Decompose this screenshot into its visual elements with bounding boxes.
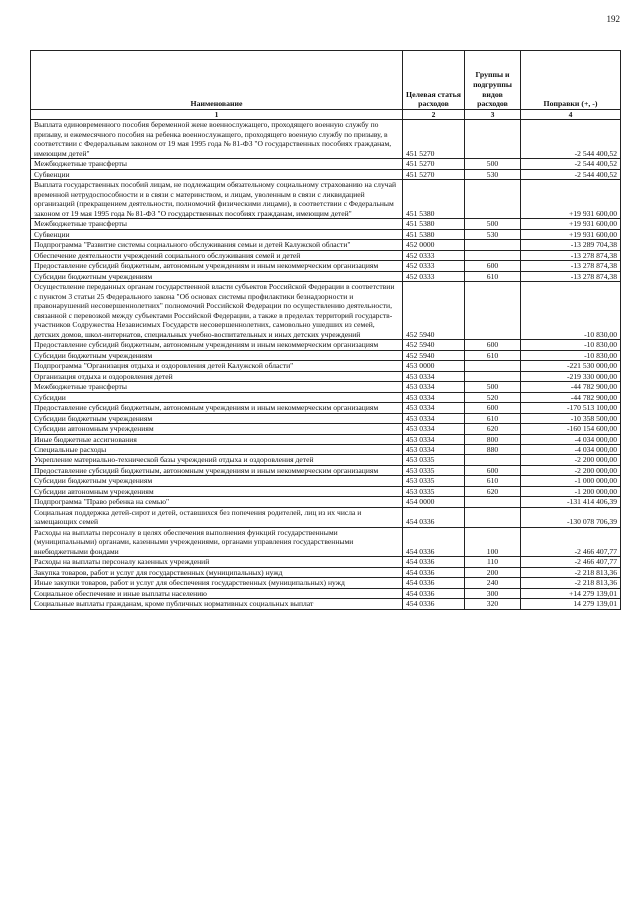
row-article: 454 0000 (403, 497, 465, 507)
row-group: 500 (465, 159, 521, 169)
row-group: 880 (465, 444, 521, 454)
table-row (31, 261, 621, 271)
col-number-2: 2 (403, 110, 465, 120)
row-article: 453 0334 (403, 444, 465, 454)
row-amount: -13 278 874,38 (521, 250, 621, 260)
row-amount: +19 931 600,00 (521, 229, 621, 239)
row-name: Подпрограмма "Право ребенка на семью" (31, 497, 403, 507)
row-name: Субсидии автономным учреждениям (31, 486, 403, 496)
table-row (31, 486, 621, 496)
row-group: 110 (465, 557, 521, 567)
row-group (465, 361, 521, 371)
row-amount: -1 200 000,00 (521, 486, 621, 496)
row-group: 610 (465, 271, 521, 281)
row-article: 453 0334 (403, 413, 465, 423)
row-group (465, 240, 521, 250)
row-article: 453 0334 (403, 424, 465, 434)
row-group (465, 282, 521, 340)
row-article: 453 0335 (403, 455, 465, 465)
row-amount: -44 782 900,00 (521, 382, 621, 392)
table-row (31, 340, 621, 350)
row-article: 452 5940 (403, 350, 465, 360)
table-row (31, 527, 621, 556)
col-number-3: 3 (465, 110, 521, 120)
row-group: 530 (465, 229, 521, 239)
row-name: Укрепление материально-технической базы учреждений отдыха и оздоровления детей (31, 455, 403, 465)
table-row (31, 371, 621, 381)
row-article: 453 0335 (403, 476, 465, 486)
row-amount: -2 544 400,52 (521, 159, 621, 169)
row-group: 240 (465, 578, 521, 588)
row-name: Расходы на выплаты персоналу казенных учреждений (31, 557, 403, 567)
table-row (31, 361, 621, 371)
row-article: 452 0333 (403, 261, 465, 271)
row-group: 520 (465, 392, 521, 402)
row-amount: -44 782 900,00 (521, 392, 621, 402)
row-article: 452 5940 (403, 282, 465, 340)
row-article: 452 5940 (403, 340, 465, 350)
row-group (465, 120, 521, 159)
table-row (31, 455, 621, 465)
table-row (31, 434, 621, 444)
row-amount: -13 289 704,38 (521, 240, 621, 250)
row-name: Выплата единовременного пособия беременной жене военнослужащего, проходящего военную службу по призыву, и ежемесячного пособия на ребенка военнослужащего, проходящего военную службу по призыву, в соответствии с Федеральным законом от 19 мая 1995 года № 81-ФЗ "О государственных пособиях гражданам, имеющим детей" (31, 120, 403, 159)
row-group: 620 (465, 486, 521, 496)
row-name: Специальные расходы (31, 444, 403, 454)
row-group: 500 (465, 219, 521, 229)
row-amount: -4 034 000,00 (521, 434, 621, 444)
row-name: Субсидии автономным учреждениям (31, 424, 403, 434)
row-amount: -2 218 813,36 (521, 567, 621, 577)
row-amount: -2 544 400,52 (521, 169, 621, 179)
row-group: 610 (465, 476, 521, 486)
row-name: Подпрограмма "Развитие системы социального обслуживания семьи и детей Калужской области" (31, 240, 403, 250)
row-group (465, 371, 521, 381)
row-article: 453 0334 (403, 371, 465, 381)
row-name: Межбюджетные трансферты (31, 219, 403, 229)
row-article: 451 5270 (403, 120, 465, 159)
table-row (31, 219, 621, 229)
row-amount: -170 513 100,00 (521, 403, 621, 413)
header-article: Целевая статья расходов (403, 51, 465, 110)
row-group: 600 (465, 261, 521, 271)
row-article: 451 5270 (403, 169, 465, 179)
col-number-1: 1 (31, 110, 403, 120)
row-group: 600 (465, 340, 521, 350)
row-article: 452 0333 (403, 250, 465, 260)
row-amount: -130 078 706,39 (521, 507, 621, 527)
row-group: 300 (465, 588, 521, 598)
row-amount: -131 414 406,39 (521, 497, 621, 507)
table-row (31, 403, 621, 413)
row-amount: -221 530 000,00 (521, 361, 621, 371)
row-amount: -2 200 000,00 (521, 465, 621, 475)
row-group: 530 (465, 169, 521, 179)
row-article: 452 0333 (403, 271, 465, 281)
row-name: Субсидии бюджетным учреждениям (31, 350, 403, 360)
row-name: Межбюджетные трансферты (31, 382, 403, 392)
row-amount: +19 931 600,00 (521, 219, 621, 229)
row-amount: -219 330 000,00 (521, 371, 621, 381)
row-name: Организация отдыха и оздоровления детей (31, 371, 403, 381)
table-row (31, 169, 621, 179)
row-article: 454 0336 (403, 527, 465, 556)
row-name: Субсидии бюджетным учреждениям (31, 413, 403, 423)
row-amount: +19 931 600,00 (521, 180, 621, 219)
table-row (31, 392, 621, 402)
row-article: 452 0000 (403, 240, 465, 250)
table-row (31, 424, 621, 434)
row-group (465, 250, 521, 260)
column-number-row (31, 110, 621, 120)
table-row (31, 240, 621, 250)
table-row (31, 229, 621, 239)
row-article: 453 0334 (403, 392, 465, 402)
row-name: Социальная поддержка детей-сирот и детей, оставшихся без попечения родителей, лиц из их числа и замещающих семей (31, 507, 403, 527)
row-amount: -2 218 813,36 (521, 578, 621, 588)
row-group: 800 (465, 434, 521, 444)
row-group: 600 (465, 465, 521, 475)
row-name: Социальное обеспечение и иные выплаты населению (31, 588, 403, 598)
row-name: Предоставление субсидий бюджетным, автономным учреждениям и иным некоммерческим организациям (31, 403, 403, 413)
row-article: 453 0000 (403, 361, 465, 371)
row-article: 453 0334 (403, 403, 465, 413)
col-number-4: 4 (521, 110, 621, 120)
table-row (31, 413, 621, 423)
table-row (31, 578, 621, 588)
row-article: 454 0336 (403, 567, 465, 577)
row-group: 600 (465, 403, 521, 413)
row-name: Закупка товаров, работ и услуг для государственных (муниципальных) нужд (31, 567, 403, 577)
row-article: 451 5380 (403, 219, 465, 229)
row-name: Субсидии бюджетным учреждениям (31, 476, 403, 486)
row-name: Социальные выплаты гражданам, кроме публичных нормативных социальных выплат (31, 599, 403, 609)
row-group: 100 (465, 527, 521, 556)
row-article: 454 0336 (403, 578, 465, 588)
row-amount: -2 466 407,77 (521, 527, 621, 556)
row-group (465, 507, 521, 527)
row-article: 453 0335 (403, 486, 465, 496)
row-amount: -4 034 000,00 (521, 444, 621, 454)
row-article: 454 0336 (403, 588, 465, 598)
row-name: Иные закупки товаров, работ и услуг для обеспечения государственных (муниципальных) нужд (31, 578, 403, 588)
row-name: Иные бюджетные ассигнования (31, 434, 403, 444)
row-group: 610 (465, 350, 521, 360)
row-amount: -13 278 874,38 (521, 261, 621, 271)
table-row (31, 497, 621, 507)
table-row (31, 567, 621, 577)
table-row (31, 465, 621, 475)
row-group (465, 180, 521, 219)
table-header-row (31, 51, 621, 110)
page-number: 192 (606, 14, 620, 24)
row-article: 451 5380 (403, 229, 465, 239)
table-row (31, 120, 621, 159)
row-group: 320 (465, 599, 521, 609)
row-article: 454 0336 (403, 599, 465, 609)
row-article: 454 0336 (403, 557, 465, 567)
header-group: Группы и подгруппы видов расходов (465, 51, 521, 110)
row-group (465, 497, 521, 507)
row-article: 453 0335 (403, 465, 465, 475)
row-name: Выплата государственных пособий лицам, не подлежащим обязательному социальному страхованию на случай временной нетрудоспособности и в связи с материнством, и лицам, уволенным в связи с ликвидацией организаций (прекращением деятельности, полномочий физическими лицами), в соответствии с Федеральным законом от 19 мая 1995 года № 81-ФЗ "О государственных пособиях гражданам, имеющим детей" (31, 180, 403, 219)
header-amendment: Поправки (+, -) (521, 51, 621, 110)
row-amount: -10 830,00 (521, 340, 621, 350)
table-row (31, 599, 621, 609)
row-amount: -2 466 407,77 (521, 557, 621, 567)
table-body (31, 120, 621, 609)
row-name: Субсидии бюджетным учреждениям (31, 271, 403, 281)
table-row (31, 271, 621, 281)
row-name: Субвенции (31, 169, 403, 179)
row-name: Расходы на выплаты персоналу в целях обеспечения выполнения функций государственными (муниципальными) органами, казенными учреждениями, органами управления государственными внебюджетными фондами (31, 527, 403, 556)
row-amount: 14 279 139,01 (521, 599, 621, 609)
row-name: Предоставление субсидий бюджетным, автономным учреждениям и иным некоммерческим организациям (31, 465, 403, 475)
row-group: 620 (465, 424, 521, 434)
row-amount: -2 200 000,00 (521, 455, 621, 465)
row-name: Межбюджетные трансферты (31, 159, 403, 169)
table-row (31, 250, 621, 260)
row-amount: -2 544 400,52 (521, 120, 621, 159)
row-amount: -10 830,00 (521, 282, 621, 340)
row-name: Обеспечение деятельности учреждений социального обслуживания семей и детей (31, 250, 403, 260)
row-article: 454 0336 (403, 507, 465, 527)
table-row (31, 159, 621, 169)
row-group: 500 (465, 382, 521, 392)
row-amount: -10 358 500,00 (521, 413, 621, 423)
row-article: 451 5270 (403, 159, 465, 169)
row-article: 453 0334 (403, 382, 465, 392)
row-name: Предоставление субсидий бюджетным, автономным учреждениям и иным некоммерческим организациям (31, 261, 403, 271)
table-row (31, 588, 621, 598)
table-row (31, 350, 621, 360)
budget-amendments-table (30, 50, 621, 610)
row-amount: -13 278 874,38 (521, 271, 621, 281)
row-article: 451 5380 (403, 180, 465, 219)
table-row (31, 382, 621, 392)
table-row (31, 444, 621, 454)
table-row (31, 180, 621, 219)
table-row (31, 507, 621, 527)
row-group: 200 (465, 567, 521, 577)
row-amount: -10 830,00 (521, 350, 621, 360)
table-row (31, 557, 621, 567)
header-name: Наименование (31, 51, 403, 110)
table-row (31, 282, 621, 340)
row-amount: -1 000 000,00 (521, 476, 621, 486)
row-amount: +14 279 139,01 (521, 588, 621, 598)
row-name: Субсидии (31, 392, 403, 402)
table-row (31, 476, 621, 486)
row-name: Субвенции (31, 229, 403, 239)
row-group (465, 455, 521, 465)
row-article: 453 0334 (403, 434, 465, 444)
row-amount: -160 154 600,00 (521, 424, 621, 434)
row-name: Осуществление переданных органам государственной власти субъектов Российской Федерации в соответствии с пунктом 3 статьи 25 Федерального закона "Об основах системы профилактики безнадзорности и правонарушений несовершеннолетних" полномочий Российской Федерации по осуществлению деятельности, связанной с перевозкой между субъектами Российской Федерации, а также в пределах территорий государств-участников Содружества Независимых Государств несовершеннолетних, самовольно ушедших из семей, детских домов, школ-интернатов, специальных учебно-воспитательных и иных детских учреждений (31, 282, 403, 340)
row-name: Предоставление субсидий бюджетным, автономным учреждениям и иным некоммерческим организациям (31, 340, 403, 350)
row-group: 610 (465, 413, 521, 423)
row-name: Подпрограмма "Организация отдыха и оздоровления детей Калужской области" (31, 361, 403, 371)
